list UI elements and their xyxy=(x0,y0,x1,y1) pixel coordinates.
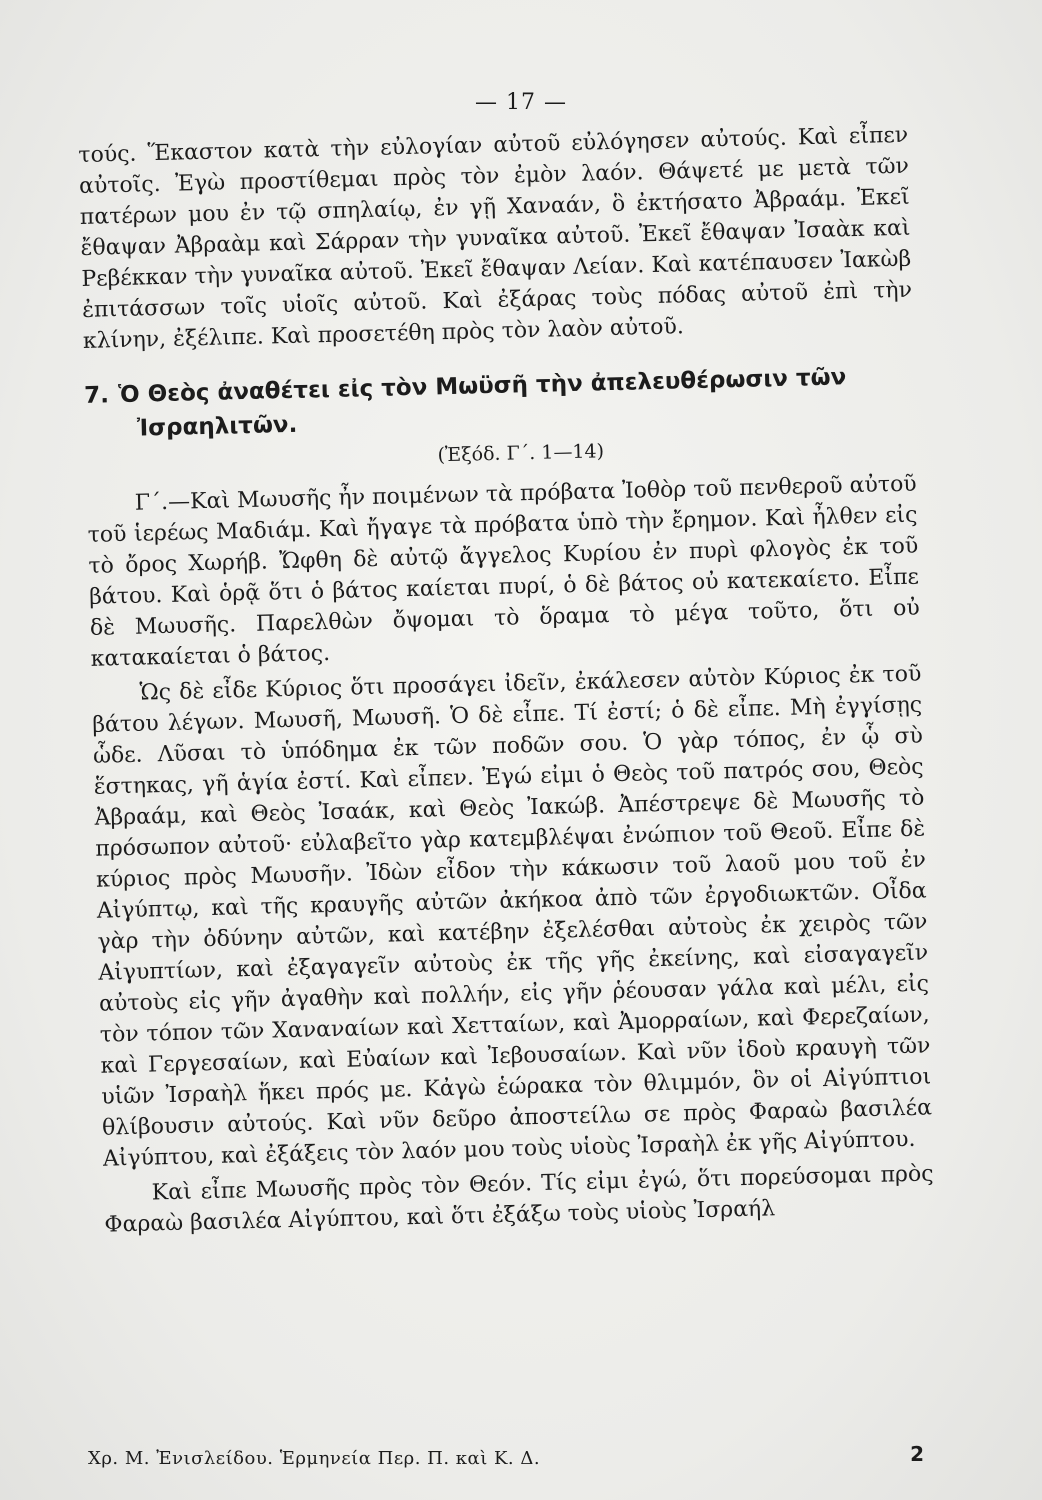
page-number: — 17 — xyxy=(475,90,567,115)
scripture-reference: (Ἐξόδ. Γ΄. 1—14) xyxy=(437,440,605,467)
sheet-number: 2 xyxy=(910,1442,924,1466)
section-heading xyxy=(84,359,915,447)
section-title-line-1: Ὁ Θεὸς ἀναθέτει εἰς τὸν Μωϋσῆ τὴν ἀπελευθέρωσιν τῶν xyxy=(117,364,847,409)
page-body xyxy=(78,120,935,1241)
paragraph-continuation: τούς. Ἕκαστον κατὰ τὴν εὐλογίαν αὐτοῦ εὐλόγησεν αὐτούς. Καὶ εἶπεν αὐτοῖς. Ἐγὼ προστίθεμαι πρὸς τὸν ἐμὸν λαόν. Θάψετέ με μετὰ τῶν πατέρων μου ἐν τῷ σπηλαίῳ, ἐν γῇ Χαναάν, ὃ ἐκτήσατο Ἀβραάμ. Ἐκεῖ ἔθαψαν Ἀβραὰμ καὶ Σάρραν τὴν γυναῖκα αὐτοῦ. Ἐκεῖ ἔθαψαν Ἰσαὰκ καὶ Ρεβέκκαν τὴν γυναῖκα αὐτοῦ. Ἐκεῖ ἔθαψαν Λείαν. Καὶ κατέπαυσεν Ἰακὼβ ἐπιτάσσων τοῖς υἱοῖς αὐτοῦ. Καὶ ἐξάρας τοὺς πόδας αὐτοῦ ἐπὶ τὴν κλίνην, ἐξέλιπε. Καὶ προσετέθη πρὸς τὸν λαὸν αὐτοῦ. xyxy=(78,122,913,354)
paragraph-burning-bush: Γ΄.—Καὶ Μωυσῆς ἦν ποιμένων τὰ πρόβατα Ἰοθὸρ τοῦ πενθεροῦ αὐτοῦ τοῦ ἱερέως Μαδιάμ. Καὶ ἤγαγε τὰ πρόβατα ὑπὸ τὴν ἔρημον. Καὶ ἦλθεν εἰς τὸ ὄρος Χωρήβ. Ὤφθη δὲ αὐτῷ ἄγγελος Κυρίου ἐν πυρὶ φλογὸς ἐκ τοῦ βάτου. Καὶ ὁρᾷ ὅτι ὁ βάτος καίεται πυρί, ὁ δὲ βάτος οὐ κατεκαίετο. Εἶπε δὲ Μωυσῆς. Παρελθὼν ὄψομαι τὸ ὅραμα τὸ μέγα τοῦτο, ὅτι οὐ κατακαίεται ὁ βάτος. xyxy=(87,471,920,672)
paragraph-moses-reply: Καὶ εἶπε Μωυσῆς πρὸς τὸν Θεόν. Τίς εἰμι ἐγώ, ὅτι πορεύσομαι πρὸς Φαραὼ βασιλέα Αἰγύπτου, καὶ ὅτι ἐξάξω τοὺς υἱοὺς Ἰσραήλ xyxy=(104,1161,934,1238)
section-number: 7. xyxy=(83,382,110,409)
footer-signature: Χρ. Μ. Ἐνισλείδου. Ἑρμηνεία Περ. Π. καὶ Κ. Δ. xyxy=(88,1448,541,1469)
section-title-line-2: Ἰσραηλιτῶν. xyxy=(136,411,298,442)
paragraph-divine-call: Ὡς δὲ εἶδε Κύριος ὅτι προσάγει ἰδεῖν, ἐκάλεσεν αὐτὸν Κύριος ἐκ τοῦ βάτου λέγων. Μωυσῆ, Μωυσῆ. Ὁ δὲ εἶπε. Τί ἐστί; ὁ δὲ εἶπε. Μὴ ἐγγίσῃς ὧδε. Λῦσαι τὸ ὑπόδημα ἐκ τῶν ποδῶν σου. Ὁ γὰρ τόπος, ἐν ᾧ σὺ ἕστηκας, γῆ ἁγία ἐστί. Καὶ εἶπεν. Ἐγώ εἰμι ὁ Θεὸς τοῦ πατρός σου, Θεὸς Ἀβραάμ, καὶ Θεὸς Ἰσαάκ, καὶ Θεὸς Ἰακώβ. Ἀπέστρεψε δὲ Μωυσῆς τὸ πρόσωπον αὐτοῦ· εὐλαβεῖτο γὰρ κατεμβλέψαι ἐνώπιον τοῦ Θεοῦ. Εἶπε δὲ κύριος πρὸς Μωυσῆν. Ἰδὼν εἶδον τὴν κάκωσιν τοῦ λαοῦ μου τοῦ ἐν Αἰγύπτῳ, καὶ τῆς κραυγῆς αὐτῶν ἀκήκοα ἀπὸ τῶν ἐργοδιωκτῶν. Οἶδα γὰρ τὴν ὀδύνην αὐτῶν, καὶ κατέβην ἐξελέσθαι αὐτοὺς ἐκ χειρὸς τῶν Αἰγυπτίων, καὶ ἐξαγαγεῖν αὐτοὺς ἐκ τῆς γῆς ἐκείνης, καὶ εἰσαγαγεῖν αὐτοὺς εἰς γῆν ἀγαθὴν καὶ πολλήν, εἰς γῆν ῥέουσαν γάλα καὶ μέλι, εἰς τὸν τόπον τῶν Χαναναίων καὶ Χετταίων, καὶ Ἀμορραίων, καὶ Φερεζαίων, καὶ Γεργεσαίων, καὶ Εὐαίων καὶ Ἰεβουσαίων. Καὶ νῦν ἰδοὺ κραυγὴ τῶν υἱῶν Ἰσραὴλ ἥκει πρός με. Κἀγὼ ἑώρακα τὸν θλιμμόν, ὃν οἱ Αἰγύπτιοι θλίβουσιν αὐτούς. Καὶ νῦν δεῦρο ἀποστείλω σε πρὸς Φαραὼ βασιλέα Αἰγύπτου, καὶ ἐξάξεις τὸν λαόν μου τοὺς υἱοὺς Ἰσραὴλ ἐκ γῆς Αἰγύπτου. xyxy=(91,661,933,1172)
